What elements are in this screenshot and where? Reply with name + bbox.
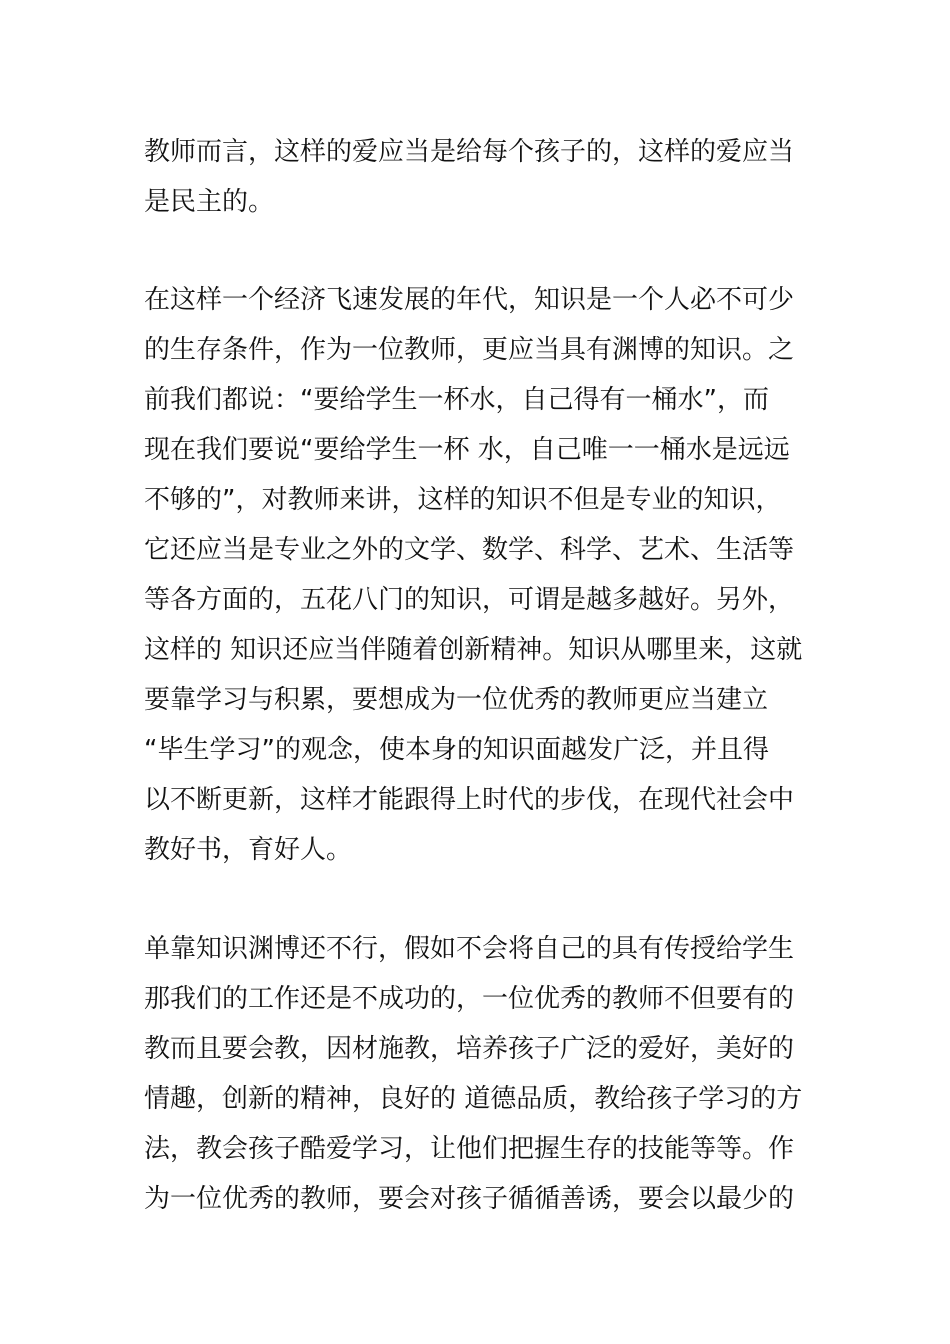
paragraph-2 <box>144 275 808 875</box>
text-line: 单靠知识渊博还不行，假如不会将自己的具有传授给学生 <box>144 934 795 964</box>
text-line: 法，教会孩子酷爱学习，让他们把握生存的技能等等。作 <box>144 1134 795 1164</box>
text-line: 为一位优秀的教师，要会对孩子循循善诱，要会以最少的 <box>144 1184 795 1214</box>
paragraph-1 <box>144 127 808 227</box>
text-line: 教师而言，这样的爱应当是给每个孩子的，这样的爱应当 <box>144 137 795 167</box>
text-line: 教而且要会教，因材施教，培养孩子广泛的爱好，美好的 <box>144 1034 795 1064</box>
text-line: 以不断更新，这样才能跟得上时代的步伐，在现代社会中 <box>144 785 795 815</box>
text-line: 前我们都说：“要给学生一杯水，自己得有一桶水”，而 <box>144 385 769 415</box>
text-line: 现在我们要说“要给学生一杯 水，自己唯一一桶水是远远 <box>144 435 790 465</box>
text-line: “毕生学习”的观念，使本身的知识面越发广泛，并且得 <box>144 735 769 765</box>
text-line: 这样的 知识还应当伴随着创新精神。知识从哪里来，这就 <box>144 635 803 665</box>
text-line: 它还应当是专业之外的文学、数学、科学、艺术、生活等 <box>144 535 795 565</box>
text-line: 不够的”，对教师来讲，这样的知识不但是专业的知识， <box>144 485 782 515</box>
paragraph-3 <box>144 924 808 1224</box>
text-line: 情趣，创新的精神，良好的 道德品质，教给孩子学习的方 <box>144 1084 803 1114</box>
text-line: 在这样一个经济飞速发展的年代，知识是一个人必不可少 <box>144 285 795 315</box>
text-line: 要靠学习与积累，要想成为一位优秀的教师更应当建立 <box>144 685 769 715</box>
text-line: 的生存条件，作为一位教师，更应当具有渊博的知识。之 <box>144 335 795 365</box>
text-line: 等各方面的，五花八门的知识，可谓是越多越好。另外， <box>144 585 795 615</box>
text-line: 教好书，育好人。 <box>144 835 353 865</box>
text-line: 那我们的工作还是不成功的，一位优秀的教师不但要有的 <box>144 984 795 1014</box>
text-line: 是民主的。 <box>144 187 275 217</box>
